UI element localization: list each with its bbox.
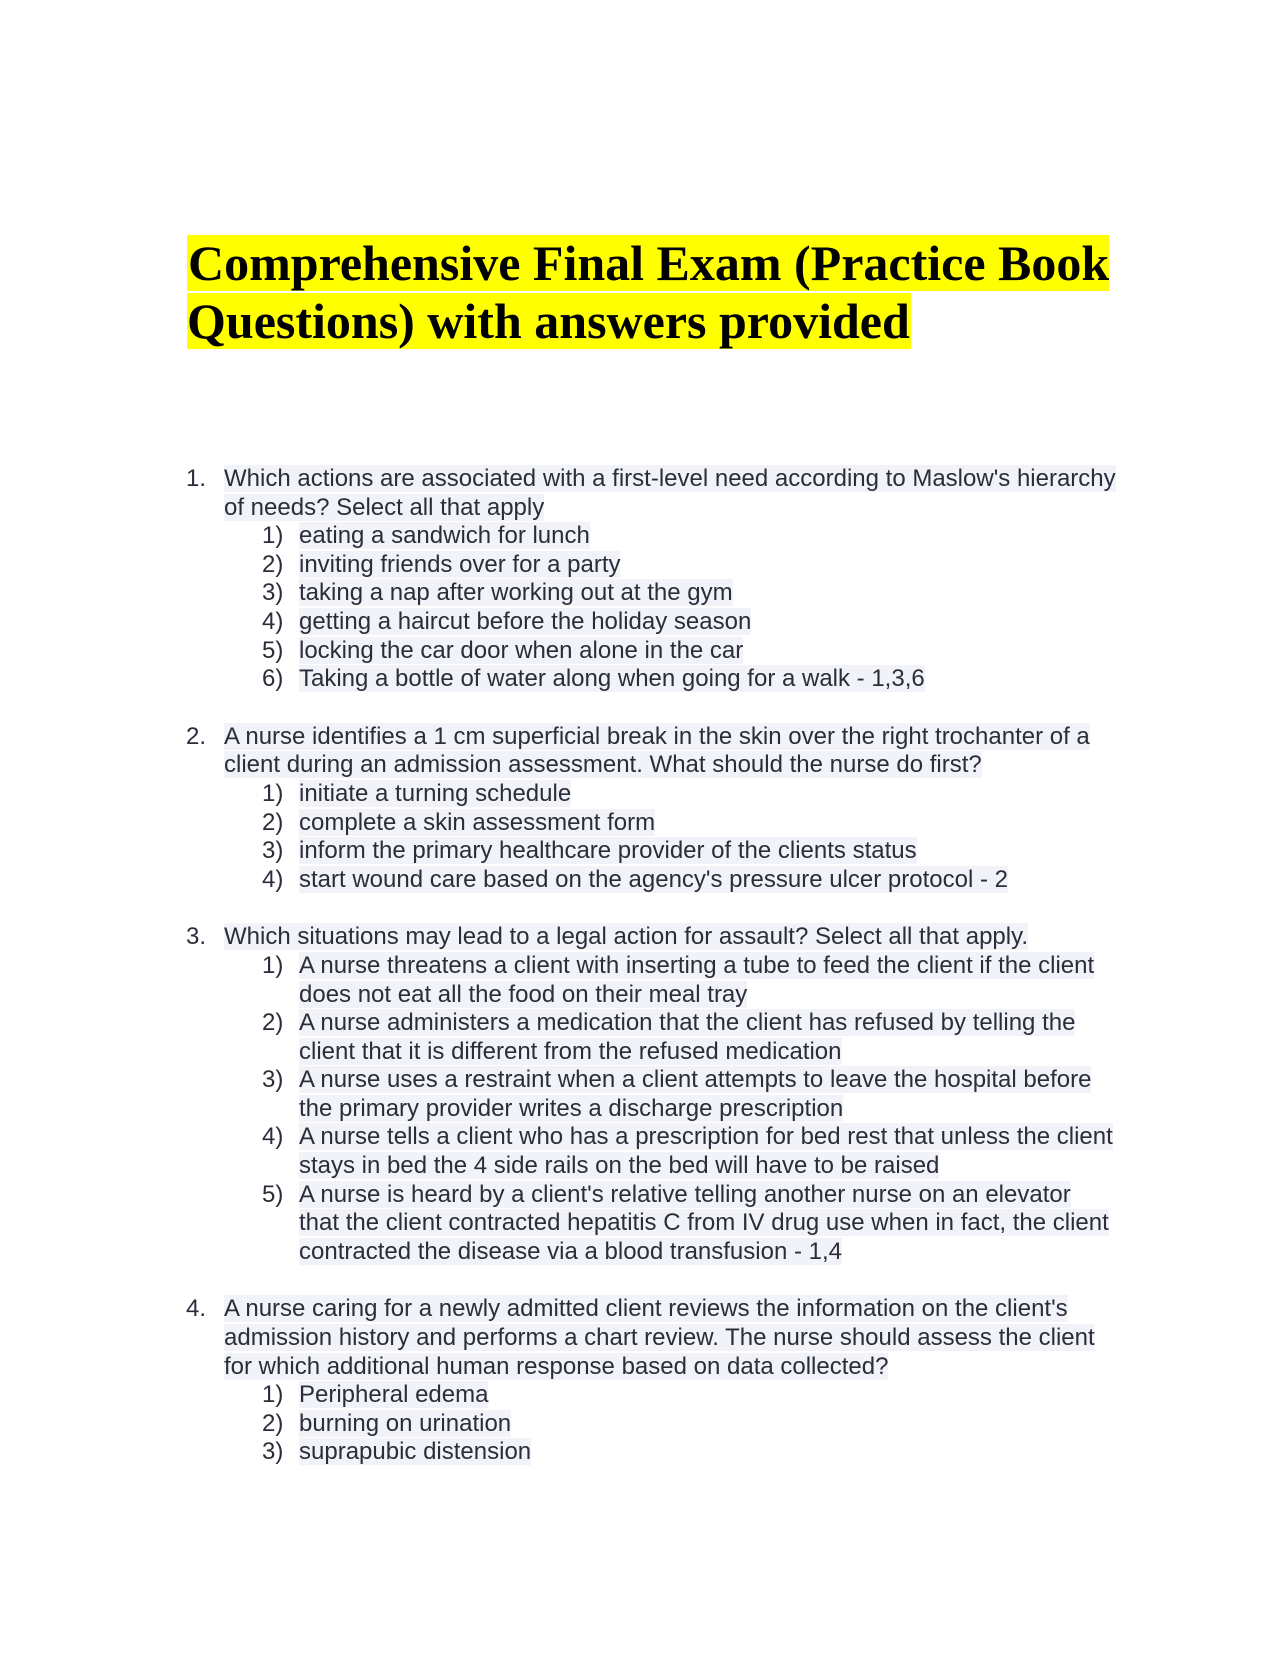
option-text: A nurse threatens a client with inserting a tube to feed the client if the client does not eat all the food on their meal tray [299, 951, 1095, 1008]
question-text: Which actions are associated with a first-level need according to Maslow's hierarchy of needs? Select all that apply [224, 465, 1116, 521]
option-number: 3) [262, 1438, 284, 1466]
answer-option [224, 866, 1116, 895]
question-number: 3. [186, 923, 207, 951]
option-number: 1) [262, 779, 284, 807]
option-number: 3) [262, 579, 284, 607]
option-text: burning on urination [299, 1409, 512, 1437]
answer-option [224, 608, 1116, 637]
question-item [186, 465, 1116, 694]
question-item [186, 1295, 1116, 1467]
option-number: 2) [262, 808, 284, 836]
option-text: A nurse tells a client who has a prescription for bed rest that unless the client stays in bed the 4 side rails on the bed will have to be raised [299, 1123, 1113, 1180]
answer-option [224, 665, 1116, 694]
question-text: A nurse caring for a newly admitted client reviews the information on the client's admission history and performs a chart review. The nurse should assess the client for which additional human response based on data collected? [224, 1295, 1095, 1380]
option-text: getting a haircut before the holiday season [299, 607, 752, 635]
answer-option [224, 579, 1116, 608]
option-number: 2) [262, 1009, 284, 1037]
option-number: 5) [262, 636, 284, 664]
answer-options [224, 1381, 1116, 1467]
option-number: 6) [262, 665, 284, 693]
option-text: taking a nap after working out at the gym [299, 579, 733, 607]
option-text: start wound care based on the agency's pressure ulcer protocol - 2 [299, 865, 1008, 893]
question-text: A nurse identifies a 1 cm superficial break in the skin over the right trochanter of a client during an admission assessment. What should the nurse do first? [224, 722, 1090, 779]
option-number: 2) [262, 1409, 284, 1437]
option-number: 2) [262, 550, 284, 578]
answer-option [224, 1009, 1116, 1066]
answer-option [224, 1181, 1116, 1267]
answer-option [224, 780, 1116, 809]
question-item [186, 923, 1116, 1266]
question-number: 1. [186, 465, 207, 492]
question-number: 4. [186, 1295, 207, 1323]
question-item [186, 723, 1116, 895]
option-number: 1) [262, 1381, 284, 1409]
option-text: A nurse administers a medication that the client has refused by telling the client that it is different from the refused medication [299, 1009, 1076, 1065]
document-title-text: Comprehensive Final Exam (Practice Book Questions) with answers provided [187, 235, 1110, 349]
question-text: Which situations may lead to a legal action for assault? Select all that apply. [224, 923, 1028, 951]
answer-options [224, 780, 1116, 894]
option-text: Taking a bottle of water along when going for a walk - 1,3,6 [299, 665, 925, 693]
answer-options [224, 522, 1116, 694]
option-number: 3) [262, 1066, 284, 1094]
answer-options [224, 952, 1116, 1267]
option-text: inform the primary healthcare provider of the clients status [299, 837, 917, 865]
question-list [186, 465, 1116, 1496]
option-number: 5) [262, 1180, 284, 1208]
option-text: initiate a turning schedule [299, 779, 572, 807]
answer-option [224, 809, 1116, 838]
option-text: eating a sandwich for lunch [299, 522, 590, 550]
question-number: 2. [186, 722, 207, 750]
answer-option [224, 837, 1116, 866]
option-text: locking the car door when alone in the car [299, 636, 744, 664]
option-text: Peripheral edema [299, 1381, 489, 1409]
answer-option [224, 1410, 1116, 1439]
answer-option [224, 1066, 1116, 1123]
option-text: A nurse is heard by a client's relative telling another nurse on an elevator that the client contracted hepatitis C from IV drug use when in fact, the client contracted the disease via a blood transfusion - 1,4 [299, 1180, 1109, 1265]
answer-option [224, 522, 1116, 551]
answer-option [224, 1123, 1116, 1180]
answer-option [224, 1438, 1116, 1467]
option-number: 4) [262, 1123, 284, 1151]
option-number: 4) [262, 865, 284, 893]
answer-option [224, 551, 1116, 580]
answer-option [224, 1381, 1116, 1410]
answer-option [224, 637, 1116, 666]
option-number: 1) [262, 951, 284, 979]
answer-option [224, 952, 1116, 1009]
option-number: 1) [262, 522, 284, 550]
option-text: inviting friends over for a party [299, 550, 621, 578]
option-number: 4) [262, 607, 284, 635]
option-number: 3) [262, 837, 284, 865]
option-text: A nurse uses a restraint when a client attempts to leave the hospital before the primary provider writes a discharge prescription [299, 1066, 1092, 1122]
document-title [187, 234, 1127, 350]
option-text: complete a skin assessment form [299, 808, 656, 836]
option-text: suprapubic distension [299, 1438, 532, 1466]
